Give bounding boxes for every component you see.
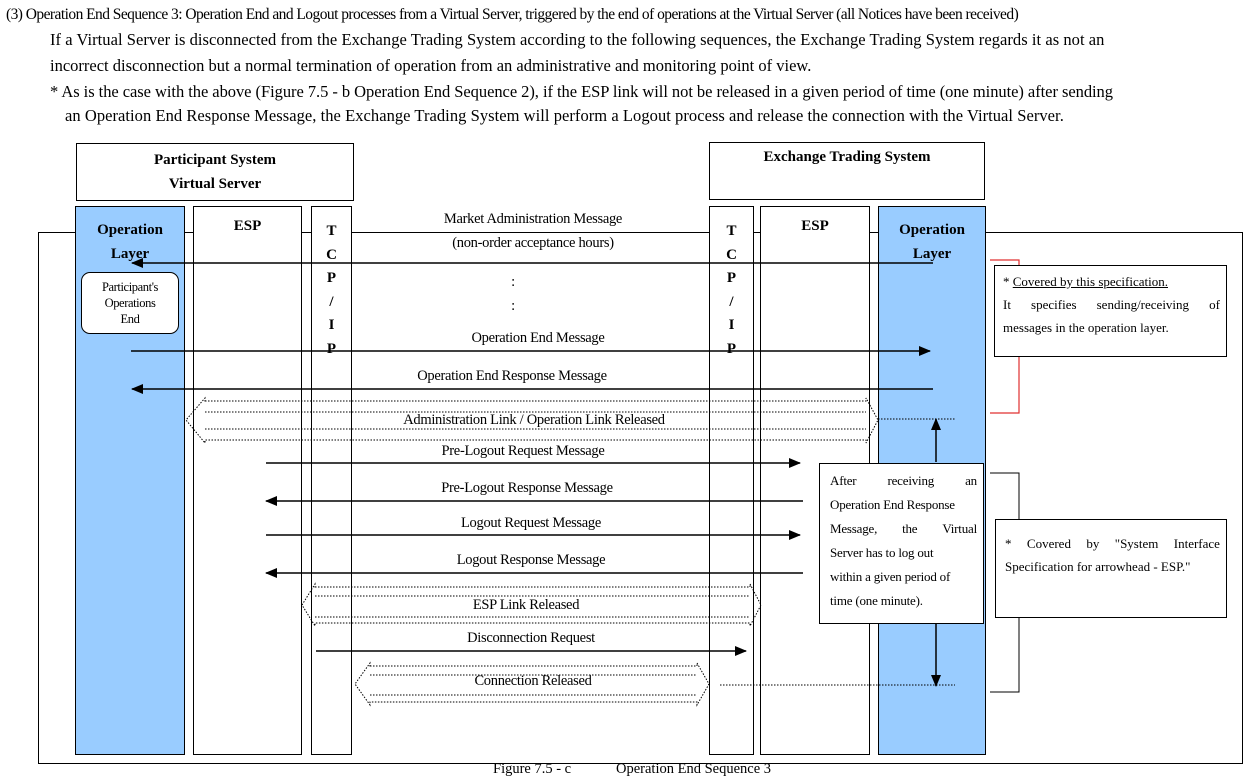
tcpip-letter: T bbox=[726, 223, 737, 239]
tcpip-letter: I bbox=[728, 317, 735, 333]
paragraph-1-line-1: If a Virtual Server is disconnected from the Exchange Trading System according to the following sequences, the Exchange Trading System regards it as not an bbox=[50, 30, 1105, 49]
note-logout-timer bbox=[819, 463, 984, 624]
note3-word: Covered bbox=[1026, 536, 1071, 551]
label-operation-end-response: Operation End Response Message bbox=[417, 368, 607, 384]
exchange-esp-title: ESP bbox=[801, 218, 829, 234]
note3-word: * bbox=[1005, 536, 1012, 551]
tcpip-letter: / bbox=[729, 293, 734, 310]
figure-caption-title: Operation End Sequence 3 bbox=[616, 761, 772, 777]
ops-end-line-3: End bbox=[120, 312, 140, 326]
note2-word: receiving bbox=[887, 473, 935, 488]
note-covered-by-spec bbox=[994, 265, 1227, 357]
label-pre-logout-request: Pre-Logout Request Message bbox=[441, 443, 605, 459]
participant-esp-title: ESP bbox=[233, 218, 262, 234]
participant-header-line-1: Participant System bbox=[153, 152, 277, 168]
ops-end-line-1: Participant's bbox=[101, 280, 159, 294]
note3-line-2: Specification for arrowhead - ESP." bbox=[1005, 559, 1191, 574]
note-covered-by-esp-spec bbox=[995, 519, 1227, 618]
label-admin-link-released: Administration Link / Operation Link Released bbox=[403, 412, 665, 428]
note2-line-6: time (one minute). bbox=[830, 593, 923, 608]
label-connection-released: Connection Released bbox=[474, 673, 592, 689]
label-disconnection-request: Disconnection Request bbox=[467, 630, 595, 646]
ops-end-line-2: Operations bbox=[104, 296, 156, 310]
note2-line-2: Operation End Response bbox=[830, 497, 955, 512]
market-admin-line-1: Market Administration Message bbox=[443, 211, 623, 227]
note1-word: of bbox=[1209, 297, 1220, 312]
tcpip-letter: / bbox=[329, 293, 334, 310]
op-layer-word-1: Operation bbox=[97, 222, 163, 238]
tcpip-letter: I bbox=[328, 317, 335, 333]
tcpip-letter: P bbox=[726, 340, 737, 357]
note3-word: Interface bbox=[1173, 536, 1220, 551]
note2-word: Virtual bbox=[942, 521, 977, 536]
note1-word: sending/receiving bbox=[1096, 297, 1190, 312]
note2-word: an bbox=[965, 473, 977, 488]
note1-line-3: messages in the operation layer. bbox=[1003, 320, 1169, 335]
paragraph-2-line-1: * As is the case with the above (Figure 7.5 - b Operation End Sequence 2), if the ESP link will not be released in a given period of time (one minute) after sending bbox=[50, 82, 1113, 101]
op-layer-word-2: Layer bbox=[912, 246, 952, 262]
note1-word: It bbox=[1003, 297, 1011, 312]
tcpip-letter: P bbox=[726, 270, 737, 286]
label-pre-logout-response: Pre-Logout Response Message bbox=[441, 480, 613, 496]
note2-word: After bbox=[830, 473, 857, 488]
label-market-admin bbox=[408, 207, 658, 255]
label-colon-1: : bbox=[511, 274, 515, 290]
note2-word: the bbox=[902, 521, 918, 536]
section-heading: (3) Operation End Sequence 3: Operation End and Logout processes from a Virtual Server, triggered by the end of operations at the Virtual Server (all Notices have been received) bbox=[6, 6, 1019, 23]
note3-word: by bbox=[1086, 536, 1100, 551]
note1-word: specifies bbox=[1031, 297, 1077, 312]
paragraph-2-line-2: an Operation End Response Message, the Exchange Trading System will perform a Logout process and release the connection with the Virtual Server. bbox=[65, 106, 1064, 125]
op-layer-word-1: Operation bbox=[899, 222, 965, 238]
note2-line-4: Server has to log out bbox=[830, 545, 934, 560]
note2-word: Message, bbox=[830, 521, 878, 536]
market-admin-line-2: (non-order acceptance hours) bbox=[452, 235, 614, 251]
note2-line-5: within a given period of bbox=[830, 569, 951, 584]
note1-underlined: Covered by this specification. bbox=[1012, 274, 1168, 289]
label-esp-link-released: ESP Link Released bbox=[472, 597, 580, 613]
note3-word: "System bbox=[1114, 536, 1159, 551]
op-layer-word-2: Layer bbox=[110, 246, 150, 262]
paragraph-1-line-2: incorrect disconnection but a normal termination of operation from an administrative and monitoring point of view. bbox=[50, 56, 812, 75]
participant-header-line-2: Virtual Server bbox=[168, 176, 262, 192]
exchange-header-text: Exchange Trading System bbox=[763, 149, 931, 165]
tcpip-letter: P bbox=[326, 270, 337, 286]
label-logout-response: Logout Response Message bbox=[456, 552, 606, 568]
label-colon-2: : bbox=[511, 298, 515, 314]
tcpip-letter: C bbox=[726, 246, 737, 263]
label-operation-end: Operation End Message bbox=[471, 330, 605, 346]
tcpip-letter: T bbox=[326, 223, 337, 239]
figure-caption-number: Figure 7.5 - c bbox=[493, 761, 572, 777]
tcpip-letter: C bbox=[326, 246, 337, 263]
note1-star: * bbox=[1003, 274, 1013, 289]
label-logout-request: Logout Request Message bbox=[461, 515, 601, 531]
tcpip-letter: P bbox=[326, 340, 337, 357]
